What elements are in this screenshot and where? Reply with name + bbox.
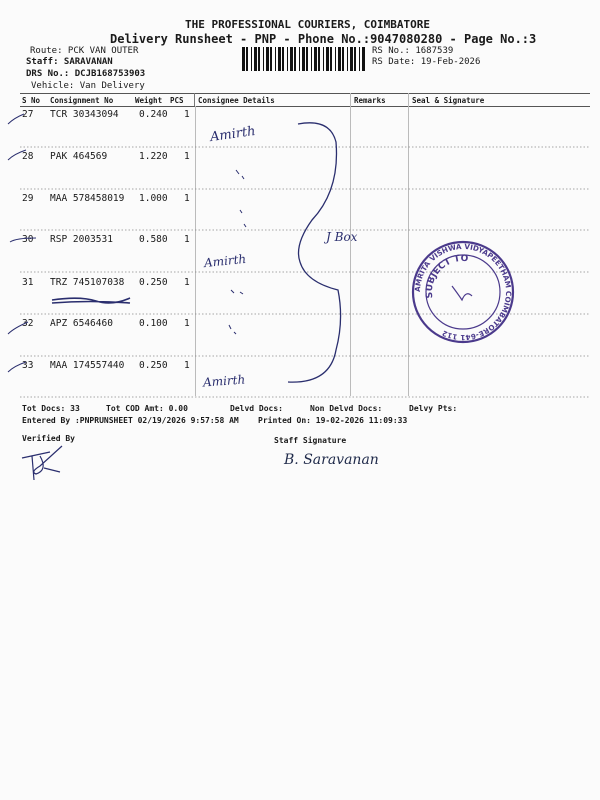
row-sno: 28 [22, 151, 34, 162]
handwritten-note: J Box [326, 230, 358, 244]
col-sep [350, 93, 351, 396]
verified-by-label: Verified By [22, 434, 75, 443]
col-header-seal: Seal & Signature [412, 96, 485, 105]
row-consignment: TCR 30343094 [50, 109, 119, 120]
row-weight: 0.100 [139, 318, 168, 329]
col-header-sno: S No [22, 96, 41, 105]
svg-text:AMRITA VISHWA VIDYAPEETHAM COI [413, 242, 513, 342]
handwritten-signature: Amirth [202, 372, 246, 390]
row-consignment: APZ 6546460 [50, 318, 113, 329]
row-pcs: 1 [184, 277, 190, 288]
row-pcs: 1 [184, 151, 190, 162]
row-pcs: 1 [184, 318, 190, 329]
stamp-ring-text: AMRITA VISHWA VIDYAPEETHAM COIMBATORE-641 112 [412, 241, 514, 343]
row-consignment: PAK 464569 [50, 151, 108, 162]
col-header-consignment: Consignment No [50, 96, 114, 105]
row-consignment: MAA 174557440 [50, 360, 125, 371]
rs-number: RS No.: 1687539 [372, 46, 454, 56]
total-docs: Tot Docs: 33 [22, 404, 80, 413]
row-pcs: 1 [184, 109, 190, 120]
svg-text:SUBJECT TO [425, 254, 469, 299]
col-sep [195, 106, 196, 396]
col-header-consignee: Consignee Details [198, 96, 275, 105]
row-sno: 33 [22, 360, 34, 371]
total-cod: Tot COD Amt: 0.00 [106, 404, 188, 413]
row-consignment: TRZ 745107038 [50, 277, 125, 288]
col-sep [408, 93, 409, 396]
entered-by: Entered By :PNPRUNSHEET 02/19/2026 9:57:58 AM [22, 416, 239, 425]
row-weight: 1.000 [139, 193, 168, 204]
document-title: Delivery Runsheet - PNP - Phone No.:9047080280 - Page No.:3 [110, 32, 537, 46]
row-sno: 29 [22, 193, 34, 204]
non-delivered-docs: Non Delvd Docs: [310, 404, 383, 413]
row-pcs: 1 [184, 193, 190, 204]
row-sno: 30 [22, 234, 34, 245]
row-weight: 0.240 [139, 109, 168, 120]
row-weight: 1.220 [139, 151, 168, 162]
company-name: THE PROFESSIONAL COURIERS, COIMBATORE [185, 18, 431, 31]
row-pcs: 1 [184, 360, 190, 371]
drs-number: DRS No.: DCJB168753903 [26, 69, 146, 79]
delivered-docs: Delvd Docs: [230, 404, 283, 413]
row-consignment: RSP 2003531 [50, 234, 113, 245]
row-pcs: 1 [184, 234, 190, 245]
stamp-inner-text: SUBJECT TO [424, 253, 469, 299]
col-header-remarks: Remarks [354, 96, 386, 105]
handwritten-signature: Amirth [209, 123, 257, 146]
row-sno: 31 [22, 277, 34, 288]
col-sep [194, 93, 195, 106]
stamp-seal [413, 242, 513, 342]
staff-signature-label: Staff Signature [274, 436, 347, 445]
col-header-weight: Weight [135, 96, 163, 105]
row-weight: 0.580 [139, 234, 168, 245]
col-header-pcs: PCS [170, 96, 184, 105]
handwritten-signature: Amirth [203, 251, 247, 271]
row-sno: 32 [22, 318, 34, 329]
staff-signature: B. Saravanan [284, 452, 379, 468]
row-sno: 27 [22, 109, 34, 120]
delivery-points: Delvy Pts: [409, 404, 458, 413]
row-consignment: MAA 578458019 [50, 193, 125, 204]
table-header-rule [20, 106, 590, 107]
route-label: Route: PCK VAN OUTER [30, 46, 139, 56]
rs-date: RS Date: 19-Feb-2026 [372, 57, 481, 67]
printed-on: Printed On: 19-02-2026 11:09:33 [258, 416, 408, 425]
row-weight: 0.250 [139, 277, 168, 288]
vehicle-label: Vehicle: Van Delivery [31, 81, 145, 91]
staff-label: Staff: SARAVANAN [26, 57, 113, 67]
row-weight: 0.250 [139, 360, 168, 371]
table-top-rule [20, 93, 590, 94]
